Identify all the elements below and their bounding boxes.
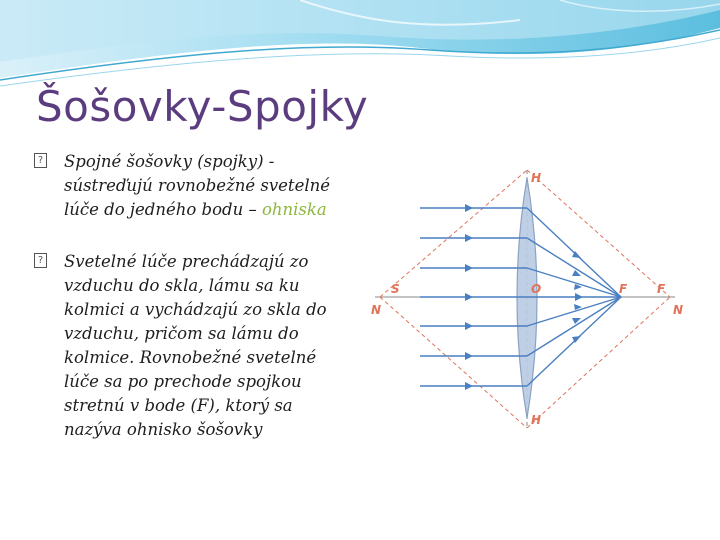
bullet-list <box>34 150 344 442</box>
bullet-item <box>34 250 344 442</box>
header-decoration <box>0 0 720 90</box>
lens-diagram <box>365 150 685 445</box>
bullet-text: Spojné šošovky (spojky) - sústreďujú rovnobežné svetelné lúče do jedného bodu – <box>64 152 330 219</box>
bullet-item <box>34 150 344 222</box>
bullet-text: Svetelné lúče prechádzajú zo vzduchu do skla, lámu sa ku kolmici a vychádzajú zo skla do vzduchu, pričom sa lámu do kolmice. Rovnobežné svetelné lúče sa po prechode spojkou stretnú v bode (F), ktorý sa nazýva ohnisko šošovky <box>64 252 327 439</box>
label-f2: F <box>657 282 666 296</box>
bullet-highlight-text: ohniska <box>261 200 327 219</box>
label-f1: F <box>619 282 628 296</box>
label-top-h: H <box>531 171 542 185</box>
label-n-right: N <box>673 303 684 317</box>
label-o: O <box>531 282 542 296</box>
label-s: S <box>391 282 400 296</box>
bullet-marker-icon: ? <box>34 153 47 168</box>
bullet-marker-icon: ? <box>34 253 47 268</box>
slide-title: Šošovky-Spojky <box>36 82 369 131</box>
label-n-left: N <box>371 303 382 317</box>
label-bottom-h: H <box>531 413 542 427</box>
